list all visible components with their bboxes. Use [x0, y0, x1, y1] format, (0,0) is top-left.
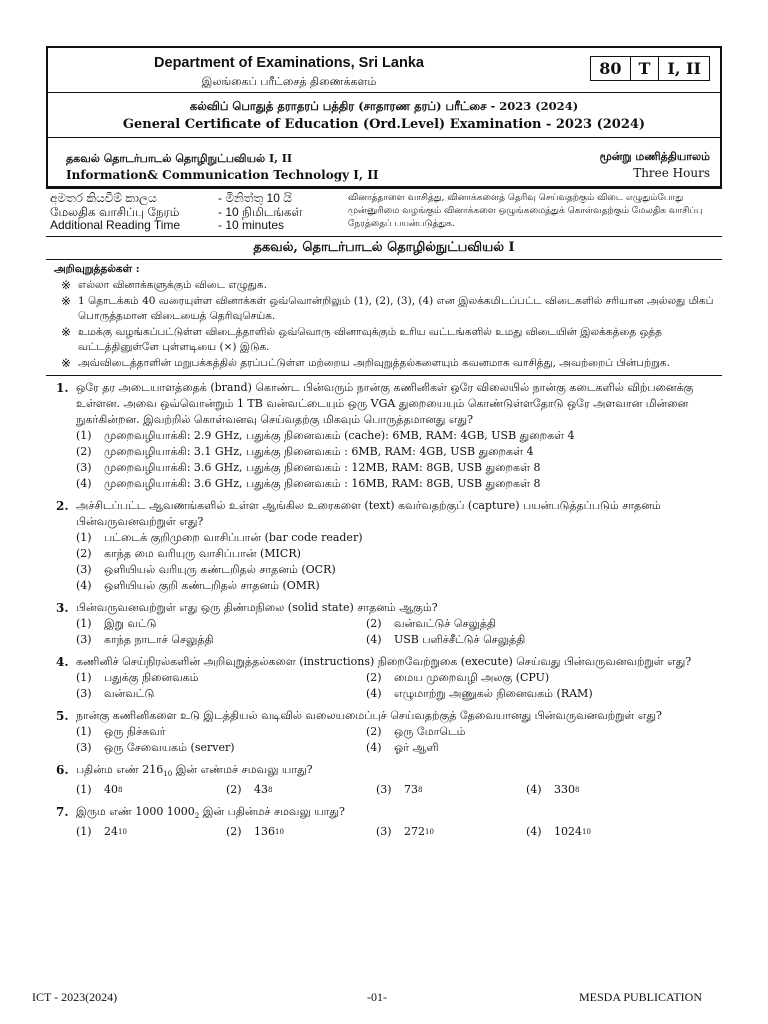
instructions [46, 260, 722, 376]
option [76, 428, 722, 444]
option [76, 686, 366, 702]
option [226, 824, 376, 840]
option-value: 330 [554, 782, 575, 796]
question-text: கணினிச் செய்நிரல்களின் அறிவுறுத்தல்களை (instructions) நிறைவேற்றுகை (execute) செய்வது பின்வருவனவற்றுள் எது? [76, 654, 692, 668]
subject-row [48, 138, 720, 187]
question-text: அச்சிடப்பட்ட ஆவணங்களில் உள்ள ஆங்கில உரைகளை (text) கவர்வதற்குப் (capture) பயன்படுத்தப்படும் சாதனம் பின்வருவனவற்றுள் எது? [76, 498, 661, 528]
instruction-item [54, 278, 718, 293]
option-base: 8 [118, 785, 123, 794]
question-text-pre: இரும எண் 1000 1000 [76, 804, 195, 818]
option-base: 10 [275, 827, 284, 836]
option-number: (4) [526, 782, 542, 796]
option-text: எழுமாற்று அணுகல் நினைவகம் (RAM) [394, 686, 593, 700]
reading-label: மேலதிக வாசிப்பு நேரம் [50, 204, 180, 219]
option-number: (4) [76, 476, 92, 490]
option-text: ஓர் ஆளி [394, 740, 439, 754]
option-base: 8 [418, 785, 423, 794]
bullet-icon: ※ [60, 355, 72, 370]
option-text: பட்டைக் குறிமுறை வாசிப்பான் (bar code reader) [104, 530, 363, 544]
option [76, 616, 366, 632]
publisher: MESDA PUBLICATION [578, 990, 702, 1004]
question-text-pre: பதின்ம எண் 216 [76, 762, 164, 776]
instruction-item [54, 294, 718, 324]
duration-ta: மூன்று மணித்தியாலம் [599, 150, 710, 163]
question-number: 1. [56, 380, 69, 395]
exam-header [46, 46, 722, 189]
option-number: (1) [76, 616, 92, 630]
instruction-item [54, 325, 718, 355]
option-number: (2) [76, 546, 92, 560]
exam-name-en: General Certificate of Education (Ord.Level) Examination - 2023 (2024) [122, 117, 646, 132]
option-value: 73 [404, 782, 418, 796]
option-text: இறு வட்டு [104, 616, 157, 630]
question-5 [56, 708, 722, 756]
option-text: ஒளியியல் குறி கண்டறிதல் சாதனம் (OMR) [104, 578, 320, 592]
question-list [46, 376, 722, 840]
question-3 [56, 600, 722, 648]
question-number: 6. [56, 762, 69, 777]
option-number: (2) [366, 724, 382, 738]
option-text: காந்த மை வரியுரு வாசிப்பான் (MICR) [104, 546, 301, 560]
option-number: (1) [76, 530, 92, 544]
option-value: 1024 [554, 824, 582, 838]
reading-value: - 10 நிமிடங்கள் [218, 204, 303, 219]
question-text-post: இன் எண்மச் சமவலு யாது? [172, 762, 313, 776]
reading-label: අමතර කියවීම් කාලය [50, 191, 157, 205]
instruction-text: அவ்விடைத்தாளின் மறுபக்கத்தில் தரப்பட்டுள்ள மற்றைய அறிவுறுத்தல்களையும் கவனமாக வாசித்து, அவற்றைப் பின்பற்றுக. [78, 356, 670, 369]
option [76, 562, 722, 578]
option-text: முறைவழியாக்கி: 3.6 GHz, பதுக்கு நினைவகம் : 12MB, RAM: 8GB, USB துறைகள் 8 [104, 460, 541, 474]
option [76, 740, 366, 756]
reading-value: - 10 minutes [218, 218, 285, 232]
option [366, 616, 656, 632]
question-6 [56, 762, 722, 798]
option [366, 670, 656, 686]
duration-en: Three Hours [633, 166, 710, 180]
bullet-icon: ※ [60, 293, 72, 308]
paper-code-parts: I, II [667, 59, 701, 78]
exam-name-ta: கல்விப் பொதுத் தராதரப் பத்திர (சாதாரண தரப்) பரீட்சை - 2023 (2024) [189, 99, 579, 113]
question-number: 4. [56, 654, 69, 669]
option-text: பதுக்கு நினைவகம் [104, 670, 199, 684]
option-number: (4) [366, 740, 382, 754]
option-number: (2) [366, 616, 382, 630]
instruction-text: 1 தொடக்கம் 40 வரையுள்ள வினாக்கள் ஒவ்வொன்றிலும் (1), (2), (3), (4) என இலக்கமிடப்பட்ட விடைகளில் சரியான அல்லது மிகப் பொருத்தமான விடையைத் தெரிவுசெய்க. [78, 294, 714, 322]
question-text-base: 2 [194, 811, 200, 820]
option [366, 686, 656, 702]
option [76, 824, 226, 840]
option-text: ஒரு மோடெம் [394, 724, 466, 738]
option-text: மைய முறைவழி அலகு (CPU) [394, 670, 550, 684]
option-number: (4) [366, 632, 382, 646]
question-4 [56, 654, 722, 702]
question-text: ஒரே தர அடையாளத்தைக் (brand) கொண்ட பின்வரும் நான்கு கணினிகள் ஒரே விலையில் நான்கு கடைகளில் விற்பனைக்கு உள்ளன. அவை ஒவ்வொன்றும் 1 TB வன்வட்டையும் ஒரு VGA துறையையும் கொண்டுள்ளதோடு ஒரே அளவான மின்னை நுகர்கின்றன. இவற்றில் கொள்வனவு செய்வதற்கு மிகவும் பொருத்தமானது எது? [76, 380, 694, 426]
option-text: வன்வட்டு [104, 686, 155, 700]
reading-row [50, 219, 346, 233]
option [366, 724, 656, 740]
reading-value: - මිනිත්තු 10 යි [218, 191, 292, 205]
header-top [48, 48, 720, 93]
question-7 [56, 804, 722, 840]
question-text-base: 10 [163, 769, 173, 778]
paper-code-box [590, 56, 710, 81]
question-text [76, 804, 345, 824]
option-number: (1) [76, 428, 92, 442]
option-number: (4) [366, 686, 382, 700]
option [76, 632, 366, 648]
option-base: 8 [268, 785, 273, 794]
option [76, 782, 226, 798]
option [526, 782, 676, 798]
department-ta: இலங்கைப் பரீட்சைத் திணைக்களம் [201, 75, 377, 88]
option-text: முறைவழியாக்கி: 3.6 GHz, பதுக்கு நினைவகம் : 16MB, RAM: 8GB, USB துறைகள் 8 [104, 476, 541, 490]
option-base: 10 [118, 827, 127, 836]
option-number: (4) [76, 578, 92, 592]
option-text: ஒரு நிச்சுவர் [104, 724, 166, 738]
question-number: 7. [56, 804, 69, 819]
option-value: 272 [404, 824, 425, 838]
option-number: (3) [76, 632, 92, 646]
option-number: (3) [76, 686, 92, 700]
paper-code-medium: T [631, 57, 660, 80]
option-number: (2) [226, 782, 242, 796]
paper-code-number: 80 [591, 57, 630, 80]
question-text-post: இன் பதின்மச் சமவலு யாது? [199, 804, 345, 818]
option-text: முறைவழியாக்கி: 2.9 GHz, பதுக்கு நினைவகம் (cache): 6MB, RAM: 4GB, USB துறைகள் 4 [104, 428, 575, 442]
option-number: (3) [76, 460, 92, 474]
option-number: (1) [76, 824, 92, 838]
reading-label: Additional Reading Time [50, 218, 181, 232]
question-1 [56, 380, 722, 492]
question-number: 5. [56, 708, 69, 723]
option [76, 578, 722, 594]
option-number: (3) [76, 740, 92, 754]
option-number: (2) [226, 824, 242, 838]
option-value: 40 [104, 782, 118, 796]
instructions-heading: அறிவுறுத்தல்கள் : [54, 262, 140, 275]
bullet-icon: ※ [60, 277, 72, 292]
option-base: 8 [575, 785, 580, 794]
reading-row [50, 192, 346, 206]
paper-title: தகவல், தொடர்பாடல் தொழில்நுட்பவியல் I [46, 237, 722, 260]
option-number: (3) [376, 782, 392, 796]
bullet-icon: ※ [60, 324, 72, 339]
option [526, 824, 676, 840]
question-text: பின்வருவனவற்றுள் எது ஒரு திண்மநிலை (solid state) சாதனம் ஆகும்? [76, 600, 438, 614]
option-text: USB பளிச்சீட்டுச் செலுத்தி [394, 632, 526, 646]
option-text: வன்வட்டுச் செலுத்தி [394, 616, 497, 630]
option-number: (1) [76, 724, 92, 738]
option [76, 724, 366, 740]
option [366, 740, 656, 756]
department-en: Department of Examinations, Sri Lanka [154, 55, 424, 71]
question-number: 3. [56, 600, 69, 615]
option-number: (1) [76, 782, 92, 796]
option [376, 782, 526, 798]
reading-row [50, 206, 346, 220]
exam-page [46, 46, 722, 846]
option-text: காந்த நாடாச் செலுத்தி [104, 632, 214, 646]
reading-time [46, 189, 722, 237]
option-base: 10 [582, 827, 591, 836]
question-text [76, 762, 313, 782]
option [376, 824, 526, 840]
option [366, 632, 656, 648]
option-number: (4) [526, 824, 542, 838]
question-2 [56, 498, 722, 594]
option [76, 460, 722, 476]
option-number: (3) [376, 824, 392, 838]
instruction-item [54, 356, 718, 371]
subject-ta: தகவல் தொடர்பாடல் தொழிநுட்பவியல் I, II [66, 152, 293, 165]
option [226, 782, 376, 798]
option-number: (2) [366, 670, 382, 684]
instruction-text: எல்லா வினாக்களுக்கும் விடை எழுதுக. [78, 278, 267, 291]
reading-note: வினாத்தாளை வாசித்து, வினாக்களைத் தெரிவு செய்வதற்கும் விடை எழுதும்போது முன்னுரிமை வழங்கும் வினாக்களை ஒழுங்கமைத்துக் கொள்வதற்கும் மேலதிக வாசிப்பு நேரத்தைப் பயன்படுத்துக. [348, 193, 703, 229]
option-base: 10 [425, 827, 434, 836]
option-number: (1) [76, 670, 92, 684]
question-text: நான்கு கணினிகளை உடு இடத்தியல் வடிவில் வலையமைப்புச் செய்வதற்குத் தேவையானது பின்வருவனவற்றுள் எது? [76, 708, 662, 722]
option-text: முறைவழியாக்கி: 3.1 GHz, பதுக்கு நினைவகம் : 6MB, RAM: 4GB, USB துறைகள் 4 [104, 444, 534, 458]
question-number: 2. [56, 498, 69, 513]
option-text: ஒரு சேவையகம் (server) [104, 740, 235, 754]
subject-en: Information& Communication Technology I, II [66, 168, 379, 182]
option-value: 24 [104, 824, 118, 838]
option [76, 476, 722, 492]
page-number: -01- [367, 990, 387, 1004]
footer-paper-id: ICT - 2023(2024) [32, 990, 118, 1004]
reading-time-list [46, 192, 346, 233]
option-number: (3) [76, 562, 92, 576]
option [76, 530, 722, 546]
option [76, 670, 366, 686]
option-value: 136 [254, 824, 275, 838]
option [76, 546, 722, 562]
option [76, 444, 722, 460]
option-number: (2) [76, 444, 92, 458]
instruction-text: உமக்கு வழங்கப்பட்டுள்ள விடைத்தாளில் ஒவ்வொரு வினாவுக்கும் உரிய வட்டங்களில் உமது விடையின் இலக்கத்தை ஒத்த வட்டத்தினுள்ளே புள்ளடியை (×) இடுக. [78, 325, 662, 353]
option-value: 43 [254, 782, 268, 796]
option-text: ஒளியியல் வரியுரு கண்டறிதல் சாதனம் (OCR) [104, 562, 336, 576]
exam-name [48, 93, 720, 138]
page-footer [32, 990, 702, 1008]
